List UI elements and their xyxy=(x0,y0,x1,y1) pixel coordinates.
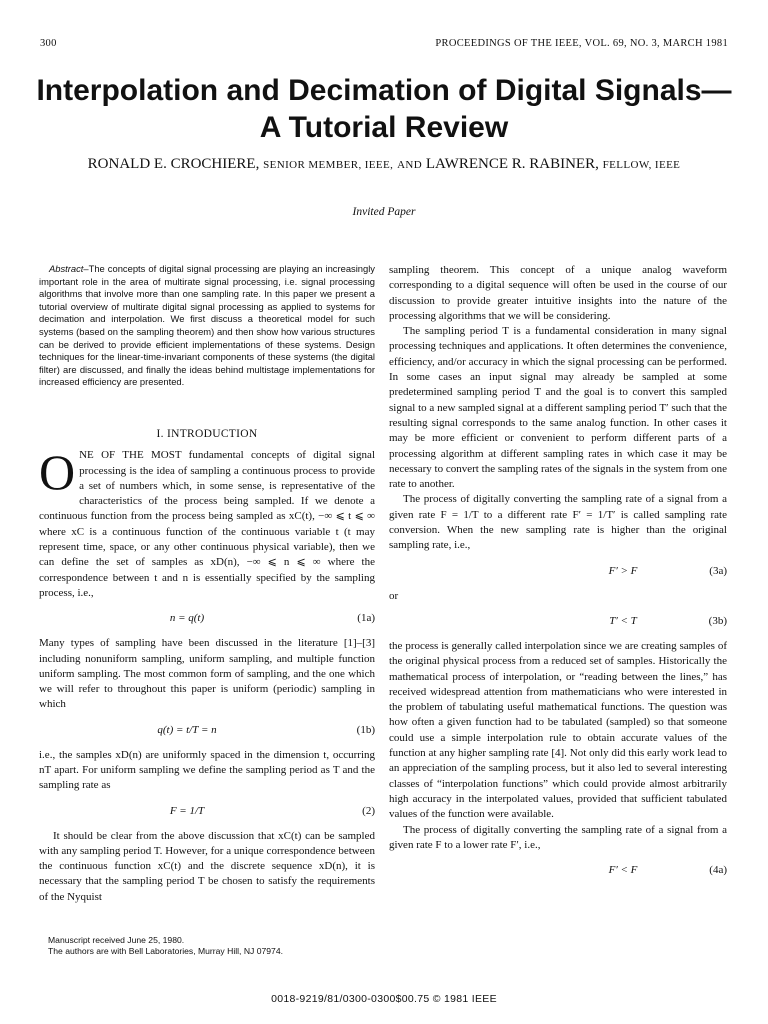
equation-1b xyxy=(39,723,375,738)
author-and: AND xyxy=(397,159,423,171)
journal-citation: PROCEEDINGS OF THE IEEE, VOL. 69, NO. 3, MARCH 1981 xyxy=(435,38,728,49)
equation-4a-number: (4a) xyxy=(709,864,727,877)
equation-1a-expression: n = q(t) xyxy=(169,612,205,625)
title-line-2: A Tutorial Review xyxy=(259,111,509,144)
right-paragraph-1: sampling theorem. This concept of a unique analog waveform corresponding to a digital sequence will often be used in the course of our discussion to provide greater intuitive insights into the nature of the processing algorithms that we will be considering. xyxy=(389,264,727,322)
equation-4a xyxy=(389,863,727,878)
equation-1b-expression: q(t) = t/T = n xyxy=(157,723,217,736)
right-paragraph-5: The process of digitally converting the sampling rate of a signal from a given rate F to a lower rate F′, i.e., xyxy=(389,823,727,851)
manuscript-footnote xyxy=(48,935,378,957)
right-column xyxy=(389,263,727,888)
footnote-received: Manuscript received June 25, 1980. xyxy=(48,935,185,945)
equation-1a xyxy=(39,611,375,626)
left-column xyxy=(39,263,375,905)
footnote-affiliation: The authors are with Bell Laboratories, Murray Hill, NJ 07974. xyxy=(48,946,284,956)
equation-4a-expression: F′ < F xyxy=(608,864,638,877)
drop-cap: O xyxy=(39,444,76,501)
equation-3b-expression: T′ < T xyxy=(609,614,637,627)
running-head xyxy=(40,38,728,52)
section-heading-introduction: I. INTRODUCTION xyxy=(156,427,258,440)
paper-title xyxy=(30,72,738,146)
equation-2-expression: F = 1/T xyxy=(169,804,205,817)
intro-paragraph-3: i.e., the samples xD(n) are uniformly spaced in the dimension t, occurring nT apart. For uniform sampling we define the sampling period as T and the sampling rate as xyxy=(39,748,375,792)
title-line-1: Interpolation and Decimation of Digital Signals— xyxy=(36,74,732,107)
intro-paragraph-1: NE OF THE MOST fundamental concepts of digital signal processing is the idea of sampling a continuous process to provide a set of numbers which, in some sense, is representative of the characteristics of the process being sampled. If we denote a continuous function from the process being sampled as xC(t), −∞ ⩽ t ⩽ ∞ where xC is a continuous function of the continuous variable t (t may represent time, space, or any other continuous physical variable), then we can define the set of samples as xD(n), −∞ ⩽ n ⩽ ∞ where the correspondence between t and n is essentially specified by the sampling process, i.e., xyxy=(39,449,375,599)
equation-3a xyxy=(389,564,727,579)
abstract-lead: Abstract xyxy=(49,263,84,274)
author-1-name: RONALD E. CROCHIERE, xyxy=(87,156,260,172)
equation-1a-number: (1a) xyxy=(357,612,375,625)
equation-2 xyxy=(39,804,375,819)
page-number: 300 xyxy=(40,38,57,49)
intro-paragraph-2: Many types of sampling have been discussed in the literature [1]–[3] including nonuniform sampling, uniform sampling, and multiple function uniform sampling. The most common form of sampling, and the one which we will refer to throughout this paper is uniform (periodic) sampling in which xyxy=(39,637,375,711)
author-2-role: FELLOW, IEEE xyxy=(602,159,681,171)
right-paragraph-2: The sampling period T is a fundamental consideration in many signal processing techniques and applications. It often determines the convenience, efficiency, and/or accuracy in which the signal processing can be performed. In some cases an input signal may already be sampled at some predetermined sampling period T and the goal is to convert this sampled signal to a new sampled signal at a different sampling period T′ such that the resulting signal corresponds to the same analog function. In other cases it may be more efficient or convenient to perform different parts of a processing algorithm at different sampling rates in which case it may be necessary to convert the sampling rates of the signals in the system from one rate to another. xyxy=(389,325,727,491)
author-2-name: LAWRENCE R. RABINER, xyxy=(425,156,599,172)
abstract-text: –The concepts of digital signal processing are playing an increasingly important role in the area of multirate signal processing, i.e. signal processing algorithms that involve more than one sampling rate. In this paper we present a tutorial overview of multirate digital signal processing as applied to systems for decimation and interpolation. We first discuss a theoretical model for such systems (based on the sampling theorem) and then show how various structures can be derived to provide efficient implementations of these systems. Design techniques for the linear-time-invariant components of these systems (the digital filter) are discussed, and finally the ideas behind multistage implementations for increased efficiency are presented. xyxy=(39,263,375,388)
right-paragraph-3: The process of digitally converting the sampling rate of a signal from a given rate F = 1/T to a different rate F′ = 1/T′ is called sampling rate conversion. When the new sampling rate is higher than the original sampling rate, i.e., xyxy=(389,493,727,552)
copyright-footer: 0018-9219/81/0300-0300$00.75 © 1981 IEEE xyxy=(271,993,497,1005)
or-connector: or xyxy=(389,589,399,602)
author-1-role: SENIOR MEMBER, IEEE, xyxy=(263,159,394,171)
invited-paper-label: Invited Paper xyxy=(352,206,416,218)
equation-1b-number: (1b) xyxy=(356,723,375,736)
author-line xyxy=(30,156,738,173)
right-paragraph-4: the process is generally called interpolation since we are creating samples of the original physical process from a reduced set of samples. Historically the mathematical process of interpolation, or “reading between the lines,” has received widespread attention from mathematicians who were interested in the problem of tabulating useful mathematical functions. The question was how often a given function had to be tabulated (sampled) so that someone could use a simple interpolation rule to obtain accurate values of the function at any higher sampling rate [4]. Not only did this early work lead to an appreciation of the sampling process, but it also led to several interesting classes of “interpolation functions” which could provide almost arbitrarily high accuracy in the interpolated values, provided that sufficient tabulated values of the function were available. xyxy=(389,639,727,821)
equation-3b-number: (3b) xyxy=(708,614,727,627)
intro-paragraph-4: It should be clear from the above discussion that xC(t) can be sampled with any sampling period T. However, for a unique correspondence between the continuous function xC(t) and the discrete sequence xD(n), it is necessary that the sampling period T be chosen to satisfy the requirements of the Nyquist xyxy=(39,829,375,903)
introduction-body xyxy=(39,444,375,905)
abstract xyxy=(39,263,375,389)
equation-3b xyxy=(389,614,727,629)
equation-3a-number: (3a) xyxy=(709,564,727,577)
equation-3a-expression: F′ > F xyxy=(608,564,638,577)
equation-2-number: (2) xyxy=(362,804,375,817)
